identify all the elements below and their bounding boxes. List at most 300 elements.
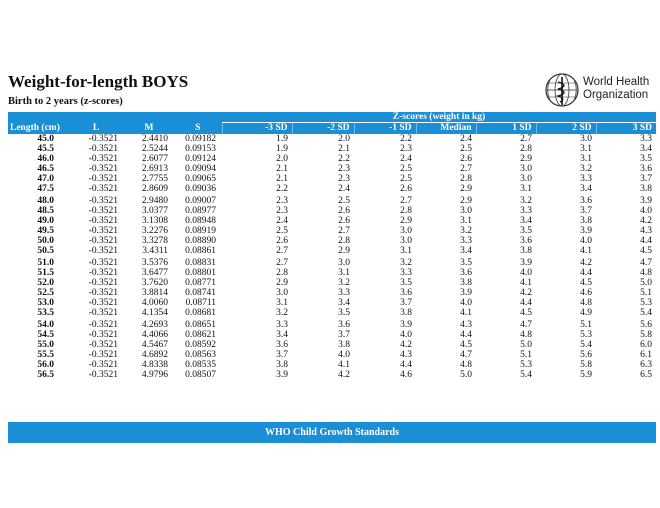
col-header-median: Median: [416, 123, 476, 135]
cell-median: 4.8: [460, 360, 472, 370]
cell-length: 51.5: [37, 268, 54, 278]
table-header-row: [8, 123, 656, 135]
cell-minus2sd: 3.1: [338, 268, 350, 278]
cell-1sd: 3.2: [520, 196, 532, 206]
cell-minus3sd: 2.3: [276, 196, 288, 206]
cell-m: 3.0377: [141, 206, 168, 216]
cell-minus1sd: 2.2: [400, 134, 412, 144]
cell-minus3sd: 3.8: [276, 360, 288, 370]
cell-length: 51.0: [37, 258, 54, 268]
cell-3sd: 3.3: [640, 134, 653, 144]
cell-s: 0.09094: [185, 164, 216, 174]
cell-m: 4.6892: [141, 350, 168, 360]
cell-median: 3.3: [460, 236, 472, 246]
cell-minus2sd: 4.2: [338, 370, 350, 380]
cell-minus1sd: 2.8: [400, 206, 412, 216]
table-row: [8, 298, 656, 308]
cell-l: -0.3521: [88, 278, 118, 288]
cell-median: 4.1: [460, 308, 472, 318]
cell-2sd: 3.3: [580, 174, 592, 184]
logo-line1: World Health: [583, 76, 650, 88]
cell-2sd: 5.1: [580, 320, 592, 330]
cell-minus1sd: 3.6: [400, 288, 412, 298]
cell-s: 0.09153: [185, 144, 216, 154]
cell-l: -0.3521: [88, 360, 118, 370]
cell-3sd: 4.3: [640, 226, 653, 236]
cell-l: -0.3521: [88, 216, 118, 226]
cell-3sd: 3.9: [640, 196, 653, 206]
cell-median: 4.0: [460, 298, 472, 308]
cell-m: 3.4311: [142, 246, 168, 256]
cell-1sd: 3.1: [520, 184, 532, 194]
cell-minus3sd: 3.3: [276, 320, 288, 330]
cell-minus2sd: 4.1: [338, 360, 350, 370]
cell-l: -0.3521: [88, 268, 118, 278]
cell-minus1sd: 2.7: [400, 196, 412, 206]
cell-minus2sd: 3.2: [338, 278, 350, 288]
cell-s: 0.09124: [185, 154, 216, 164]
cell-length: 45.0: [37, 134, 54, 144]
cell-l: -0.3521: [88, 308, 118, 318]
cell-3sd: 6.1: [640, 350, 653, 360]
cell-median: 4.7: [460, 350, 472, 360]
cell-length: 53.0: [37, 298, 54, 308]
who-emblem-icon: [544, 72, 580, 108]
cell-s: 0.09182: [185, 134, 216, 144]
cell-m: 3.7620: [141, 278, 168, 288]
cell-l: -0.3521: [88, 206, 118, 216]
cell-median: 3.1: [460, 216, 472, 226]
cell-2sd: 3.4: [580, 184, 592, 194]
cell-3sd: 4.4: [640, 236, 653, 246]
cell-minus1sd: 2.5: [400, 164, 412, 174]
cell-median: 2.8: [460, 174, 472, 184]
cell-m: 3.6477: [141, 268, 168, 278]
cell-length: 52.0: [37, 278, 54, 288]
cell-l: -0.3521: [88, 320, 118, 330]
cell-s: 0.08563: [185, 350, 216, 360]
cell-1sd: 4.8: [520, 330, 532, 340]
cell-length: 56.0: [37, 360, 54, 370]
cell-minus3sd: 2.7: [276, 246, 288, 256]
cell-minus3sd: 2.4: [276, 216, 288, 226]
cell-minus2sd: 2.3: [338, 164, 350, 174]
cell-2sd: 3.2: [580, 164, 592, 174]
cell-minus2sd: 4.0: [338, 350, 350, 360]
cell-s: 0.08890: [185, 236, 216, 246]
cell-s: 0.09065: [185, 174, 216, 184]
table-row: [8, 308, 656, 318]
cell-l: -0.3521: [88, 174, 118, 184]
cell-length: 45.5: [37, 144, 54, 154]
cell-l: -0.3521: [88, 134, 118, 144]
footer-banner: WHO Child Growth Standards: [8, 422, 656, 443]
cell-minus3sd: 3.0: [276, 288, 288, 298]
cell-median: 2.4: [460, 134, 472, 144]
cell-median: 4.3: [460, 320, 472, 330]
table-row: [8, 226, 656, 236]
cell-length: 49.5: [37, 226, 54, 236]
cell-minus1sd: 3.0: [400, 236, 412, 246]
cell-minus2sd: 2.2: [338, 154, 350, 164]
cell-2sd: 3.1: [580, 144, 592, 154]
cell-m: 3.8814: [141, 288, 168, 298]
cell-minus2sd: 3.0: [338, 258, 350, 268]
cell-2sd: 4.8: [580, 298, 592, 308]
table-row: [8, 164, 656, 174]
cell-s: 0.08831: [185, 258, 216, 268]
cell-length: 52.5: [37, 288, 54, 298]
cell-2sd: 5.3: [580, 330, 592, 340]
weight-for-length-table: [8, 112, 656, 380]
cell-minus2sd: 2.6: [338, 206, 350, 216]
cell-m: 4.5467: [141, 340, 168, 350]
cell-1sd: 3.3: [520, 206, 532, 216]
cell-2sd: 4.5: [580, 278, 592, 288]
cell-s: 0.08621: [185, 330, 216, 340]
cell-l: -0.3521: [88, 298, 118, 308]
cell-median: 4.5: [460, 340, 472, 350]
col-header-minus1sd: -1 SD: [354, 123, 416, 135]
table-row: [8, 288, 656, 298]
col-header-2sd: 2 SD: [536, 123, 596, 135]
cell-minus2sd: 3.4: [338, 298, 350, 308]
table-row: [8, 134, 656, 144]
cell-median: 4.4: [460, 330, 472, 340]
cell-median: 2.9: [460, 184, 472, 194]
cell-median: 2.6: [460, 154, 472, 164]
cell-l: -0.3521: [88, 258, 118, 268]
cell-3sd: 5.1: [640, 288, 653, 298]
cell-minus3sd: 3.4: [276, 330, 288, 340]
cell-3sd: 4.8: [640, 268, 653, 278]
cell-median: 5.0: [460, 370, 472, 380]
cell-2sd: 5.6: [580, 350, 592, 360]
cell-l: -0.3521: [88, 330, 118, 340]
cell-3sd: 3.8: [640, 184, 653, 194]
cell-m: 3.5376: [141, 258, 168, 268]
cell-minus3sd: 2.3: [276, 206, 288, 216]
table-row: [8, 154, 656, 164]
cell-1sd: 5.0: [520, 340, 532, 350]
page-subtitle: Birth to 2 years (z-scores): [8, 96, 123, 107]
cell-minus1sd: 3.7: [400, 298, 412, 308]
cell-3sd: 4.2: [640, 216, 653, 226]
cell-s: 0.08651: [185, 320, 216, 330]
cell-3sd: 3.7: [640, 174, 653, 184]
cell-minus1sd: 2.9: [400, 216, 412, 226]
cell-minus2sd: 3.3: [338, 288, 350, 298]
cell-minus2sd: 2.8: [338, 236, 350, 246]
cell-minus3sd: 1.9: [276, 134, 288, 144]
cell-minus2sd: 2.4: [338, 184, 350, 194]
cell-minus1sd: 3.3: [400, 268, 412, 278]
cell-2sd: 4.2: [580, 258, 592, 268]
cell-minus3sd: 2.6: [276, 236, 288, 246]
cell-m: 3.2276: [141, 226, 168, 236]
cell-minus3sd: 2.9: [276, 278, 288, 288]
cell-minus1sd: 2.5: [400, 174, 412, 184]
cell-l: -0.3521: [88, 246, 118, 256]
cell-minus3sd: 3.2: [276, 308, 288, 318]
cell-l: -0.3521: [88, 236, 118, 246]
cell-3sd: 5.4: [640, 308, 653, 318]
cell-3sd: 6.0: [640, 340, 653, 350]
cell-1sd: 4.4: [520, 298, 532, 308]
cell-l: -0.3521: [88, 288, 118, 298]
cell-length: 47.0: [37, 174, 54, 184]
cell-minus3sd: 3.7: [276, 350, 288, 360]
cell-l: -0.3521: [88, 154, 118, 164]
cell-minus3sd: 2.1: [276, 174, 288, 184]
cell-minus3sd: 2.2: [276, 184, 288, 194]
cell-median: 3.4: [460, 246, 472, 256]
col-header-minus2sd: -2 SD: [292, 123, 354, 135]
table-row: [8, 174, 656, 184]
cell-s: 0.08535: [185, 360, 216, 370]
cell-minus1sd: 4.6: [400, 370, 412, 380]
cell-median: 3.5: [460, 258, 472, 268]
cell-length: 55.0: [37, 340, 54, 350]
cell-2sd: 4.9: [580, 308, 592, 318]
table-row: [8, 370, 656, 380]
cell-3sd: 6.5: [640, 370, 653, 380]
cell-minus1sd: 4.3: [400, 350, 412, 360]
cell-3sd: 5.3: [640, 298, 653, 308]
cell-median: 2.7: [460, 164, 472, 174]
cell-m: 2.7755: [141, 174, 168, 184]
cell-s: 0.09007: [185, 196, 216, 206]
cell-l: -0.3521: [88, 370, 118, 380]
cell-minus2sd: 3.7: [338, 330, 350, 340]
cell-median: 3.6: [460, 268, 472, 278]
cell-1sd: 2.7: [520, 134, 532, 144]
who-logo-text: [583, 76, 649, 102]
cell-minus2sd: 2.3: [338, 174, 350, 184]
cell-minus3sd: 2.0: [276, 154, 288, 164]
table-row: [8, 330, 656, 340]
cell-2sd: 5.8: [580, 360, 592, 370]
cell-s: 0.08592: [185, 340, 216, 350]
cell-length: 55.5: [37, 350, 54, 360]
cell-1sd: 3.4: [520, 216, 532, 226]
cell-minus1sd: 4.2: [400, 340, 412, 350]
cell-minus1sd: 3.1: [400, 246, 412, 256]
cell-median: 2.9: [460, 196, 472, 206]
cell-2sd: 3.6: [580, 196, 592, 206]
cell-s: 0.08507: [185, 370, 216, 380]
cell-m: 4.0060: [141, 298, 168, 308]
cell-m: 4.1354: [141, 308, 168, 318]
page-title: Weight-for-length BOYS: [8, 72, 189, 91]
cell-3sd: 3.4: [640, 144, 653, 154]
cell-minus2sd: 3.5: [338, 308, 350, 318]
cell-median: 3.9: [460, 288, 472, 298]
cell-m: 4.4066: [141, 330, 168, 340]
table-row: [8, 258, 656, 268]
cell-minus2sd: 2.6: [338, 216, 350, 226]
cell-median: 3.0: [460, 206, 472, 216]
cell-2sd: 3.7: [580, 206, 592, 216]
table-body: [8, 134, 656, 380]
cell-2sd: 5.9: [580, 370, 592, 380]
cell-m: 2.8609: [141, 184, 168, 194]
cell-minus3sd: 2.7: [276, 258, 288, 268]
table-row: [8, 360, 656, 370]
cell-1sd: 4.2: [520, 288, 532, 298]
cell-length: 54.0: [37, 320, 54, 330]
cell-3sd: 4.0: [640, 206, 653, 216]
table-row: [8, 144, 656, 154]
table-row: [8, 320, 656, 330]
cell-3sd: 3.5: [640, 154, 653, 164]
cell-2sd: 5.4: [580, 340, 592, 350]
cell-2sd: 4.1: [580, 246, 592, 256]
table-row: [8, 340, 656, 350]
cell-1sd: 3.0: [520, 174, 532, 184]
cell-minus2sd: 2.9: [338, 246, 350, 256]
cell-minus3sd: 3.1: [276, 298, 288, 308]
cell-3sd: 4.5: [640, 246, 653, 256]
cell-m: 2.6913: [141, 164, 168, 174]
cell-length: 50.0: [37, 236, 54, 246]
cell-1sd: 3.8: [520, 246, 532, 256]
cell-minus1sd: 3.0: [400, 226, 412, 236]
cell-3sd: 6.3: [640, 360, 653, 370]
cell-1sd: 4.0: [520, 268, 532, 278]
cell-1sd: 5.4: [520, 370, 532, 380]
cell-2sd: 3.1: [580, 154, 592, 164]
cell-s: 0.08861: [185, 246, 216, 256]
col-header-l: L: [68, 123, 124, 135]
cell-l: -0.3521: [88, 144, 118, 154]
table-row: [8, 216, 656, 226]
zscores-header: Z-scores (weight in kg): [222, 112, 656, 123]
table-row: [8, 196, 656, 206]
table-row: [8, 268, 656, 278]
cell-length: 49.0: [37, 216, 54, 226]
cell-minus2sd: 3.6: [338, 320, 350, 330]
table-row: [8, 184, 656, 194]
cell-3sd: 5.8: [640, 330, 653, 340]
cell-minus1sd: 2.3: [400, 144, 412, 154]
cell-minus1sd: 2.4: [400, 154, 412, 164]
table-row: [8, 278, 656, 288]
cell-1sd: 3.0: [520, 164, 532, 174]
cell-l: -0.3521: [88, 164, 118, 174]
cell-length: 47.5: [37, 184, 54, 194]
cell-length: 56.5: [37, 370, 54, 380]
cell-minus2sd: 2.1: [338, 144, 350, 154]
cell-3sd: 5.0: [640, 278, 653, 288]
cell-3sd: 5.6: [640, 320, 653, 330]
col-header-3sd: 3 SD: [596, 123, 656, 135]
cell-length: 54.5: [37, 330, 54, 340]
table-row: [8, 236, 656, 246]
table-row: [8, 246, 656, 256]
cell-minus3sd: 3.9: [276, 370, 288, 380]
cell-2sd: 3.9: [580, 226, 592, 236]
cell-2sd: 4.0: [580, 236, 592, 246]
cell-m: 2.6077: [141, 154, 168, 164]
cell-m: 3.1308: [141, 216, 168, 226]
cell-s: 0.08741: [185, 288, 216, 298]
cell-minus3sd: 1.9: [276, 144, 288, 154]
cell-length: 50.5: [37, 246, 54, 256]
cell-1sd: 4.5: [520, 308, 532, 318]
cell-s: 0.08711: [185, 298, 216, 308]
cell-length: 53.5: [37, 308, 54, 318]
cell-median: 2.5: [460, 144, 472, 154]
cell-m: 2.5244: [141, 144, 168, 154]
cell-1sd: 2.9: [520, 154, 532, 164]
cell-1sd: 5.3: [520, 360, 532, 370]
cell-m: 4.2693: [141, 320, 168, 330]
cell-2sd: 3.8: [580, 216, 592, 226]
cell-length: 48.5: [37, 206, 54, 216]
cell-minus2sd: 2.7: [338, 226, 350, 236]
col-header-length: Length (cm): [8, 123, 68, 135]
col-header-m: M: [124, 123, 174, 135]
cell-minus1sd: 2.6: [400, 184, 412, 194]
cell-length: 48.0: [37, 196, 54, 206]
cell-minus3sd: 3.6: [276, 340, 288, 350]
cell-2sd: 3.0: [580, 134, 592, 144]
cell-l: -0.3521: [88, 226, 118, 236]
cell-1sd: 4.7: [520, 320, 532, 330]
cell-2sd: 4.4: [580, 268, 592, 278]
cell-length: 46.0: [37, 154, 54, 164]
table-row: [8, 206, 656, 216]
cell-minus3sd: 2.1: [276, 164, 288, 174]
col-header-1sd: 1 SD: [476, 123, 536, 135]
data-table-wrap: [8, 112, 656, 380]
cell-1sd: 3.5: [520, 226, 532, 236]
cell-1sd: 4.1: [520, 278, 532, 288]
cell-median: 3.8: [460, 278, 472, 288]
cell-minus1sd: 3.8: [400, 308, 412, 318]
cell-l: -0.3521: [88, 196, 118, 206]
cell-s: 0.08948: [185, 216, 216, 226]
cell-s: 0.08681: [185, 308, 216, 318]
cell-length: 46.5: [37, 164, 54, 174]
cell-minus3sd: 2.8: [276, 268, 288, 278]
cell-2sd: 4.6: [580, 288, 592, 298]
cell-minus1sd: 3.2: [400, 258, 412, 268]
table-row: [8, 350, 656, 360]
cell-3sd: 4.7: [640, 258, 653, 268]
table-header-zscores-row: [8, 112, 656, 123]
cell-1sd: 5.1: [520, 350, 532, 360]
cell-l: -0.3521: [88, 350, 118, 360]
logo-line2: Organization: [583, 89, 649, 101]
cell-minus1sd: 4.0: [400, 330, 412, 340]
cell-minus2sd: 2.5: [338, 196, 350, 206]
cell-s: 0.08801: [185, 268, 216, 278]
col-header-s: S: [174, 123, 222, 135]
cell-minus3sd: 2.5: [276, 226, 288, 236]
cell-l: -0.3521: [88, 184, 118, 194]
cell-minus1sd: 3.9: [400, 320, 412, 330]
cell-3sd: 3.6: [640, 164, 653, 174]
cell-m: 2.9480: [141, 196, 168, 206]
cell-s: 0.08919: [185, 226, 216, 236]
cell-1sd: 2.8: [520, 144, 532, 154]
cell-1sd: 3.9: [520, 258, 532, 268]
cell-minus1sd: 4.4: [400, 360, 412, 370]
cell-1sd: 3.6: [520, 236, 532, 246]
cell-m: 2.4410: [141, 134, 168, 144]
